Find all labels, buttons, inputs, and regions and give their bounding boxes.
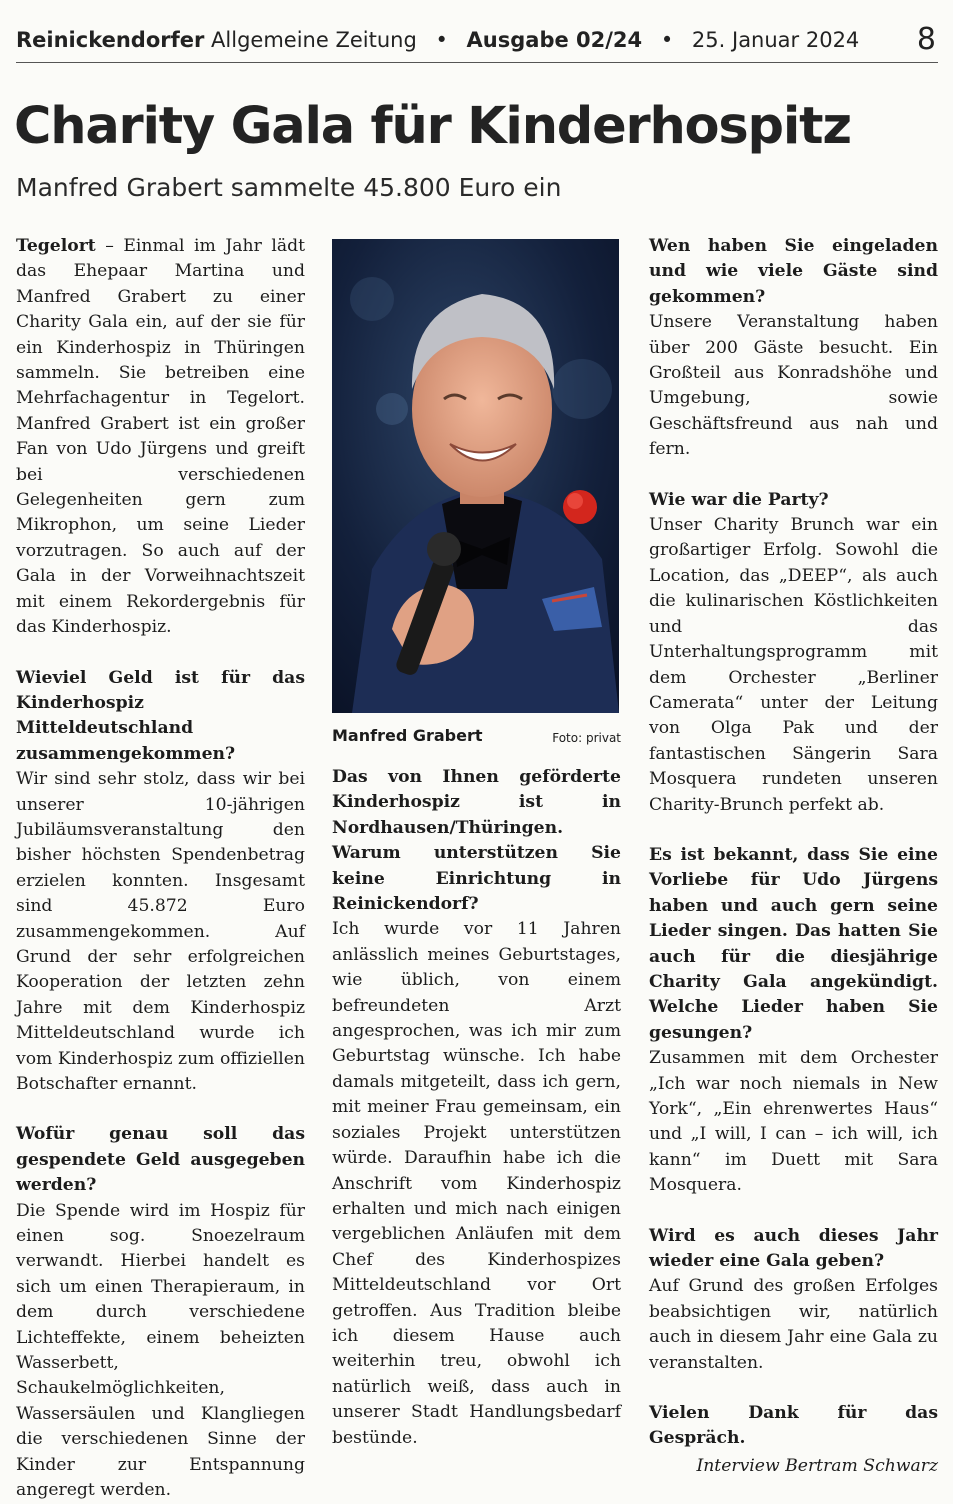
qa-block bbox=[16, 666, 305, 1098]
answer: Die Spende wird im Hospiz für einen sog. Snoezelraum verwandt. Hierbei handelt es sich um einen Therapieraum, in dem durch verschiedene Lichteffekte, einem beheizten Wasserbett, Schaukelmöglichkeiten, Wassersäulen und Klangliegen die verschiedenen Sinne der Kinder zur Entspannung angeregt werden. bbox=[16, 1200, 305, 1501]
paper-name-bold: Reinickendorfer bbox=[16, 28, 205, 52]
issue-number: Ausgabe 02/24 bbox=[466, 28, 643, 52]
qa-block bbox=[649, 1224, 938, 1376]
answer: Unsere Veranstaltung haben über 200 Gäste besucht. Ein Großteil aus Konradshöhe und Umgebung, sowie Geschäftsfreund aus nah und fern. bbox=[649, 312, 938, 460]
column-3 bbox=[649, 234, 938, 1479]
closing-thanks: Vielen Dank für das Gespräch. bbox=[649, 1403, 938, 1449]
headline: Charity Gala für Kinderhospitz bbox=[14, 97, 851, 156]
qa-block bbox=[16, 1122, 305, 1503]
qa-block bbox=[649, 488, 938, 818]
lead-paragraph bbox=[16, 234, 305, 641]
question: Es ist bekannt, dass Sie eine Vorliebe für Udo Jürgens haben und auch gern seine Lieder singen. Das hatten Sie auch für die diesjährige Charity Gala angekündigt. Welche Lieder haben Sie gesungen? bbox=[649, 844, 938, 1043]
answer: Wir sind sehr stolz, dass wir bei unserer 10-jährigen Jubiläumsveranstaltung den bisher höchsten Spendenbetrag erzielen konnten. Insgesamt sind 45.872 Euro zusammengekommen. Auf Grund der sehr erfolgreichen Kooperation der letzten zehn Jahre mit dem Kinderhospiz Mitteldeutschland wurde ich vom Kinderhospiz zum offiziellen Botschafter ernannt. bbox=[16, 769, 305, 1094]
byline: Interview Bertram Schwarz bbox=[696, 1455, 938, 1476]
photo-credit: Foto: privat bbox=[552, 731, 621, 745]
photo-caption bbox=[332, 713, 621, 759]
qa-block bbox=[649, 843, 938, 1199]
question: Das von Ihnen geförderte Kinderhospiz ist in Nordhausen/Thüringen. Warum unterstützen Sie keine Einrichtung in Reinickendorf? bbox=[332, 767, 621, 915]
paper-name-rest: Allgemeine Zeitung bbox=[211, 28, 417, 52]
caption-name: Manfred Grabert bbox=[332, 726, 483, 745]
qa-block bbox=[649, 234, 938, 463]
question: Wieviel Geld ist für das Kinderhospiz Mitteldeutschland zusammengekommen? bbox=[16, 667, 305, 764]
answer: Ich wurde vor 11 Jahren anlässlich meines Geburtstages, wie üblich, von einem befreundeten Arzt angesprochen, was ich mir zum Geburtstag wünsche. Ich habe damals mitgeteilt, dass ich gern, mit meiner Frau gemeinsam, ein soziales Projekt unterstützen würde. Daraufhin habe ich die Anschrift vom Kinderhospiz erhalten und mich nach einigen vergeblichen Anläufen mit dem Chef des Kinderhospizes Mitteldeutschland vor Ort getroffen. Aus Tradition bleibe ich diesem Hause auch weiterhin treu, obwohl ich natürlich weiß, dass auch in unserer Stadt Handlungsbedarf bestünde. bbox=[332, 919, 621, 1448]
lead-text: – Einmal im Jahr lädt das Ehepaar Martina und Manfred Grabert zu einer Charity Gala ein, auf der sie für ein Kinderhospiz in Thüringen sammeln. Sie betreiben eine Mehrfachagentur in Tegelort. Manfred Grabert ist ein großer Fan von Udo Jürgens und greift bei verschiedenen Gelegenheiten gern zum Mikrophon, um seine Lieder vorzutragen. So auch auf der Gala in der Vorweihnachtszeit mit einem Rekordergebnis für das Kinderhospiz. bbox=[16, 236, 305, 638]
column-2 bbox=[332, 234, 621, 1451]
answer: Unser Charity Brunch war ein großartiger Erfolg. Sowohl die Location, das „DEEP“, als auch die kulinarischen Köstlichkeiten und das Unterhaltungsprogramm mit dem Orchester „Berliner Camerata“ unter der Leitung von Olga Pak und der fantastischen Sängerin Sara Mosquera rundeten unseren Charity-Brunch perfekt ab. bbox=[649, 515, 938, 815]
closing-block bbox=[649, 1401, 938, 1479]
question: Wird es auch dieses Jahr wieder eine Gala geben? bbox=[649, 1225, 938, 1272]
question: Wofür genau soll das gespendete Geld ausgegeben werden? bbox=[16, 1124, 305, 1196]
column-1 bbox=[16, 234, 305, 1504]
page-number: 8 bbox=[916, 22, 936, 57]
portrait-photo bbox=[332, 239, 619, 713]
answer: Zusammen mit dem Orchester „Ich war noch niemals in New York“, „Ein ehrenwertes Haus“ und „I will, I can – ich will, ich kann“ im Duett mit Sara Mosquera. bbox=[649, 1048, 938, 1196]
dateline: Tegelort bbox=[16, 236, 96, 256]
masthead-separator: • bbox=[435, 28, 448, 52]
issue-date: 25. Januar 2024 bbox=[691, 28, 860, 52]
portrait-illustration bbox=[332, 239, 619, 713]
subheadline: Manfred Grabert sammelte 45.800 Euro ein bbox=[16, 173, 562, 202]
masthead-separator: • bbox=[660, 28, 674, 52]
masthead bbox=[16, 22, 938, 63]
answer: Auf Grund des großen Erfolges beabsichtigen wir, natürlich auch in diesem Jahr eine Gala zu veranstalten. bbox=[649, 1276, 938, 1373]
question: Wen haben Sie eingeladen und wie viele Gäste sind gekommen? bbox=[649, 236, 938, 307]
qa-block bbox=[332, 765, 621, 1451]
question: Wie war die Party? bbox=[649, 489, 829, 510]
